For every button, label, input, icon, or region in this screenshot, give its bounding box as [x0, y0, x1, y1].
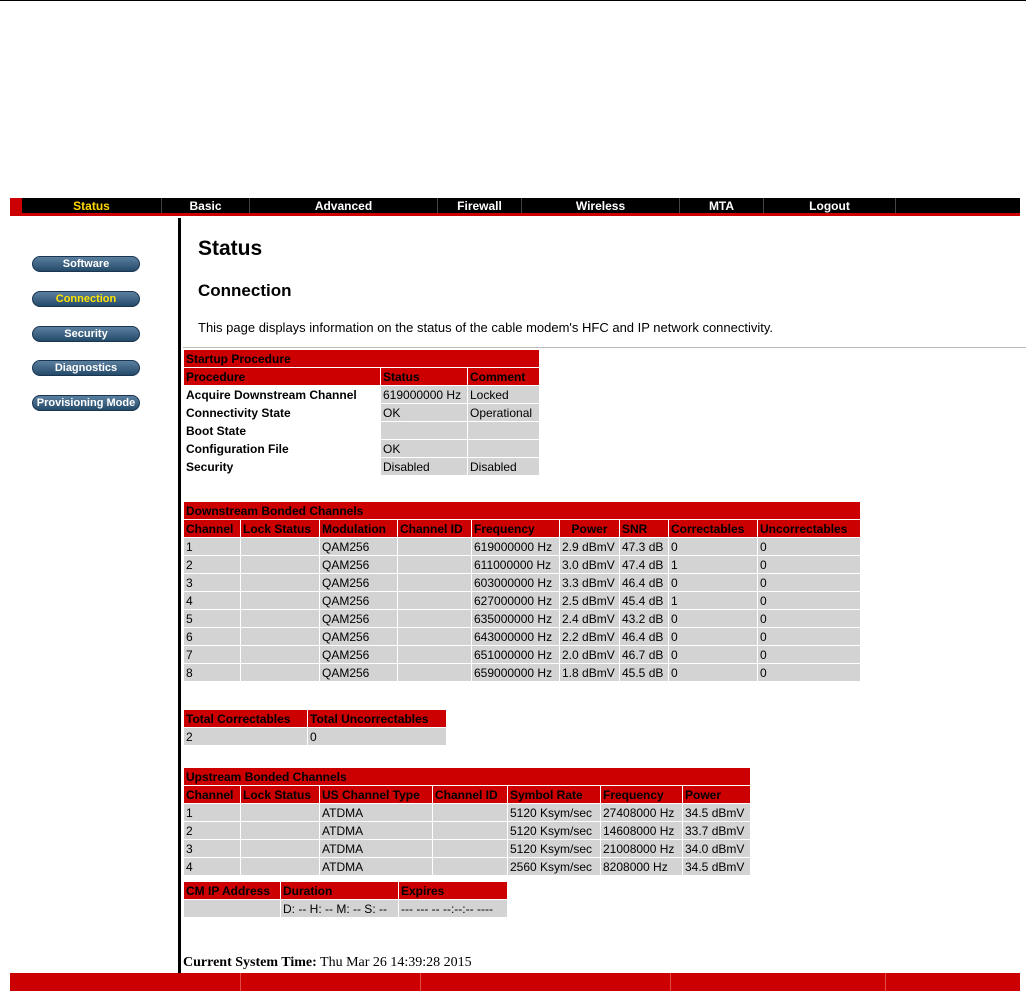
table-cell: QAM256 — [320, 646, 397, 663]
top-nav — [10, 198, 1020, 216]
col-header: Power — [683, 786, 750, 803]
table-cell: QAM256 — [320, 556, 397, 573]
total-uncorrectables-value: 0 — [308, 728, 446, 745]
table-row — [184, 804, 750, 821]
table-cell: 5 — [184, 610, 240, 627]
table-cell: QAM256 — [320, 628, 397, 645]
table-cell — [398, 592, 471, 609]
table-cell: OK — [381, 440, 467, 457]
table-cell: 45.5 dB — [620, 664, 668, 681]
col-header: Channel ID — [398, 520, 471, 537]
nav-advanced[interactable]: Advanced — [250, 198, 438, 213]
table-cell — [241, 858, 319, 875]
downstream-rows — [184, 538, 860, 681]
table-cell: 8 — [184, 664, 240, 681]
startup-table — [183, 349, 540, 476]
table-cell: QAM256 — [320, 538, 397, 555]
table-cell: 47.4 dB — [620, 556, 668, 573]
table-cell — [241, 538, 319, 555]
col-header: Frequency — [472, 520, 559, 537]
table-cell: QAM256 — [320, 592, 397, 609]
table-title-row — [184, 350, 539, 367]
table-row — [184, 556, 860, 573]
table-cell: 34.5 dBmV — [683, 858, 750, 875]
table-cell: 0 — [758, 646, 860, 663]
col-header: CM IP Address — [184, 882, 280, 899]
col-header: Duration — [281, 882, 398, 899]
table-cell: 43.2 dB — [620, 610, 668, 627]
table-cell — [241, 804, 319, 821]
table-cell — [241, 628, 319, 645]
totals-table — [183, 709, 447, 746]
table-cell — [433, 858, 507, 875]
table-cell: 2.4 dBmV — [560, 610, 619, 627]
nav-status[interactable]: Status — [22, 198, 162, 213]
sidebar-item-provisioning-mode[interactable]: Provisioning Mode — [32, 395, 140, 411]
table-row — [184, 822, 750, 839]
col-header: Channel ID — [433, 786, 507, 803]
table-row — [184, 610, 860, 627]
table-cell: 2.5 dBmV — [560, 592, 619, 609]
duration-value: D: -- H: -- M: -- S: -- — [281, 900, 398, 917]
table-cell: 27408000 Hz — [601, 804, 682, 821]
table-cell: 4 — [184, 592, 240, 609]
table-header-row — [184, 520, 860, 537]
top-divider — [0, 0, 1026, 1]
table-cell: 5120 Ksym/sec — [508, 804, 600, 821]
table-header-row — [184, 368, 539, 385]
table-row — [184, 728, 446, 745]
table-cell: 0 — [758, 592, 860, 609]
table-header-row — [184, 710, 446, 727]
table-cell: 611000000 Hz — [472, 556, 559, 573]
table-title-row — [184, 768, 750, 785]
page-description: This page displays information on the status of the cable modem's HFC and IP network connectivity. — [198, 320, 774, 335]
table-cell: Acquire Downstream Channel — [184, 386, 380, 403]
table-cell: QAM256 — [320, 574, 397, 591]
page-subtitle: Connection — [198, 281, 292, 300]
table-cell: 0 — [758, 538, 860, 555]
table-cell: 5120 Ksym/sec — [508, 840, 600, 857]
table-row — [184, 628, 860, 645]
table-cell: 627000000 Hz — [472, 592, 559, 609]
table-row — [184, 440, 539, 457]
table-header-row — [184, 786, 750, 803]
nav-mta[interactable]: MTA — [680, 198, 764, 213]
table-cell — [241, 592, 319, 609]
system-time — [183, 955, 472, 971]
sidebar-item-software[interactable]: Software — [32, 256, 140, 272]
table-cell: 0 — [758, 556, 860, 573]
table-cell: Disabled — [468, 458, 539, 475]
table-cell — [398, 610, 471, 627]
table-cell: 635000000 Hz — [472, 610, 559, 627]
table-cell: Operational — [468, 404, 539, 421]
table-cell — [241, 556, 319, 573]
table-cell: 2.0 dBmV — [560, 646, 619, 663]
table-row — [184, 404, 539, 421]
downstream-title: Downstream Bonded Channels — [184, 502, 860, 519]
table-cell: 2 — [184, 822, 240, 839]
table-cell: 45.4 dB — [620, 592, 668, 609]
system-time-label: Current System Time: — [183, 955, 317, 970]
table-cell: 651000000 Hz — [472, 646, 559, 663]
table-row — [184, 840, 750, 857]
downstream-table — [183, 501, 861, 682]
table-cell: 34.5 dBmV — [683, 804, 750, 821]
table-cell — [398, 664, 471, 681]
page-title: Status — [198, 237, 263, 260]
table-row — [184, 900, 507, 917]
bottom-bar-divider — [240, 973, 241, 991]
bottom-bar-divider — [885, 973, 886, 991]
col-header: Total Correctables — [184, 710, 307, 727]
table-row — [184, 574, 860, 591]
col-header: Procedure — [184, 368, 380, 385]
table-row — [184, 592, 860, 609]
table-cell: 5120 Ksym/sec — [508, 822, 600, 839]
sidebar-item-connection[interactable]: Connection — [32, 291, 140, 307]
col-header: Power — [560, 520, 619, 537]
bottom-bar-divider — [420, 973, 421, 991]
table-cell: 0 — [669, 628, 757, 645]
nav-wireless[interactable]: Wireless — [522, 198, 680, 213]
col-header: Total Uncorrectables — [308, 710, 446, 727]
table-cell — [241, 646, 319, 663]
table-cell — [398, 646, 471, 663]
col-header: US Channel Type — [320, 786, 432, 803]
table-cell — [398, 628, 471, 645]
table-cell: 6 — [184, 628, 240, 645]
table-cell: 2.9 dBmV — [560, 538, 619, 555]
table-cell: 0 — [758, 574, 860, 591]
table-cell: 2 — [184, 556, 240, 573]
cm-ip-value — [184, 900, 280, 917]
expires-value: --- --- -- --:--:-- ---- — [399, 900, 507, 917]
sidebar-item-security[interactable]: Security — [32, 326, 140, 342]
table-cell: 2.2 dBmV — [560, 628, 619, 645]
table-cell: 46.4 dB — [620, 574, 668, 591]
table-cell: 619000000 Hz — [472, 538, 559, 555]
table-cell: 659000000 Hz — [472, 664, 559, 681]
content-divider — [183, 347, 1026, 348]
table-cell: 1 — [184, 804, 240, 821]
col-header: Status — [381, 368, 467, 385]
table-cell: 0 — [669, 610, 757, 627]
upstream-title: Upstream Bonded Channels — [184, 768, 750, 785]
table-cell — [241, 822, 319, 839]
table-cell — [468, 422, 539, 439]
table-cell: Locked — [468, 386, 539, 403]
sidebar-item-diagnostics[interactable]: Diagnostics — [32, 360, 140, 376]
table-cell: Boot State — [184, 422, 380, 439]
table-cell: Disabled — [381, 458, 467, 475]
table-cell: 0 — [758, 628, 860, 645]
table-row — [184, 664, 860, 681]
table-row — [184, 458, 539, 475]
table-cell: 3 — [184, 574, 240, 591]
col-header: Channel — [184, 786, 240, 803]
table-cell: 0 — [669, 538, 757, 555]
table-cell: 2560 Ksym/sec — [508, 858, 600, 875]
table-cell — [433, 840, 507, 857]
table-row — [184, 422, 539, 439]
table-cell: 3.0 dBmV — [560, 556, 619, 573]
table-row — [184, 538, 860, 555]
table-cell: ATDMA — [320, 840, 432, 857]
table-cell — [433, 822, 507, 839]
table-cell: 0 — [758, 610, 860, 627]
table-cell: 0 — [669, 664, 757, 681]
table-row — [184, 646, 860, 663]
table-cell — [433, 804, 507, 821]
table-cell: QAM256 — [320, 610, 397, 627]
table-cell: 1 — [184, 538, 240, 555]
table-cell: Configuration File — [184, 440, 380, 457]
table-cell: ATDMA — [320, 822, 432, 839]
table-cell — [381, 422, 467, 439]
nav-logout[interactable]: Logout — [764, 198, 896, 213]
table-cell: Connectivity State — [184, 404, 380, 421]
sidebar — [0, 218, 180, 973]
table-cell: 0 — [669, 646, 757, 663]
table-cell — [398, 574, 471, 591]
table-cell: 8208000 Hz — [601, 858, 682, 875]
table-cell: 0 — [758, 664, 860, 681]
table-cell — [241, 840, 319, 857]
table-cell: 47.3 dB — [620, 538, 668, 555]
bottom-bar — [10, 973, 1020, 991]
col-header: Expires — [399, 882, 507, 899]
col-header: Correctables — [669, 520, 757, 537]
table-cell — [398, 556, 471, 573]
table-cell: 14608000 Hz — [601, 822, 682, 839]
table-cell — [468, 440, 539, 457]
nav-firewall[interactable]: Firewall — [438, 198, 522, 213]
table-cell: Security — [184, 458, 380, 475]
table-cell: 3 — [184, 840, 240, 857]
upstream-table — [183, 767, 751, 876]
table-cell: 3.3 dBmV — [560, 574, 619, 591]
col-header: SNR — [620, 520, 668, 537]
col-header: Frequency — [601, 786, 682, 803]
cm-ip-table — [183, 881, 508, 918]
table-cell: 1 — [669, 556, 757, 573]
total-correctables-value: 2 — [184, 728, 307, 745]
col-header: Lock Status — [241, 520, 319, 537]
table-cell — [241, 664, 319, 681]
table-row — [184, 858, 750, 875]
table-cell: 7 — [184, 646, 240, 663]
col-header: Channel — [184, 520, 240, 537]
table-cell — [398, 538, 471, 555]
table-cell: 0 — [669, 574, 757, 591]
startup-title: Startup Procedure — [184, 350, 539, 367]
nav-basic[interactable]: Basic — [162, 198, 250, 213]
table-cell: 34.0 dBmV — [683, 840, 750, 857]
table-cell: ATDMA — [320, 858, 432, 875]
col-header: Lock Status — [241, 786, 319, 803]
col-header: Symbol Rate — [508, 786, 600, 803]
table-cell: 1.8 dBmV — [560, 664, 619, 681]
table-cell: OK — [381, 404, 467, 421]
table-title-row — [184, 502, 860, 519]
table-row — [184, 386, 539, 403]
table-cell: ATDMA — [320, 804, 432, 821]
table-cell: 21008000 Hz — [601, 840, 682, 857]
table-cell: 4 — [184, 858, 240, 875]
table-cell: 643000000 Hz — [472, 628, 559, 645]
table-cell — [241, 610, 319, 627]
sidebar-divider — [178, 218, 181, 973]
table-cell: 46.4 dB — [620, 628, 668, 645]
table-cell: 619000000 Hz — [381, 386, 467, 403]
col-header: Uncorrectables — [758, 520, 860, 537]
table-cell: 33.7 dBmV — [683, 822, 750, 839]
table-cell — [241, 574, 319, 591]
table-cell: 1 — [669, 592, 757, 609]
bottom-bar-divider — [670, 973, 671, 991]
system-time-value: Thu Mar 26 14:39:28 2015 — [320, 955, 472, 970]
table-header-row — [184, 882, 507, 899]
col-header: Comment — [468, 368, 539, 385]
table-cell: QAM256 — [320, 664, 397, 681]
col-header: Modulation — [320, 520, 397, 537]
nav-underline — [10, 213, 1020, 216]
table-cell: 46.7 dB — [620, 646, 668, 663]
upstream-rows — [184, 804, 750, 875]
table-cell: 603000000 Hz — [472, 574, 559, 591]
